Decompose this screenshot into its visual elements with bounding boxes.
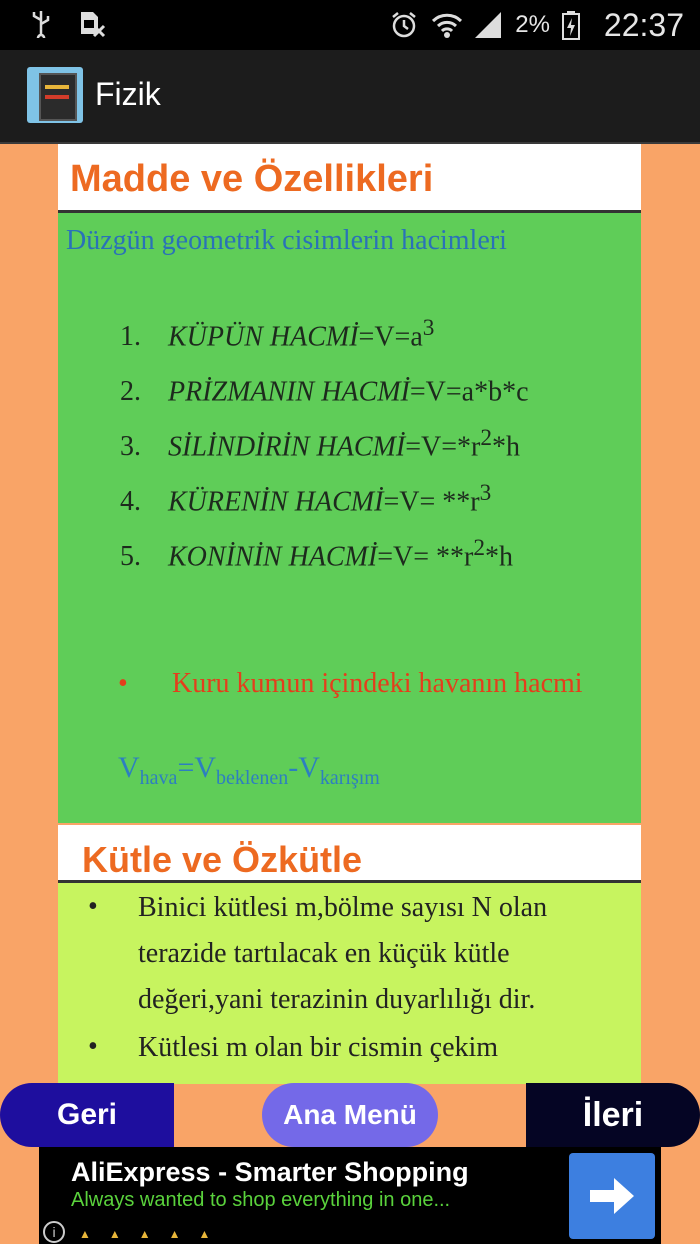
book-icon [39,73,77,121]
app-logo-icon[interactable] [27,67,83,123]
bullet-text: Binici kütlesi m,bölme sayısı N olan terazide tartılacak en küçük kütle değeri,yani terazinin duyarlılığı dir. [138,892,548,1015]
bullet-text: Kütlesi m olan bir cismin çekim [138,1032,499,1063]
ad-subtitle[interactable]: Always wanted to shop everything in one... [71,1189,451,1211]
formula-list [120,301,529,576]
slide-title: Kütle ve Özkütle [82,839,363,880]
slide-header [58,144,641,213]
bullet-item: • Kuru kumun içindeki havanın hacmi [118,668,583,699]
status-bar [0,0,700,50]
next-button[interactable]: İleri [526,1083,700,1147]
slide-body [58,213,641,823]
battery-percent: 2% [515,11,550,38]
app-title: Fizik [95,76,161,112]
content-scroll-area[interactable] [58,144,641,1084]
slide-subtitle: Düzgün geometrik cisimlerin hacimleri [66,225,507,256]
wifi-icon [431,10,461,40]
battery-icon [562,10,592,40]
rating-stars-icon: ▲▲▲▲▲ [79,1227,229,1241]
ad-banner[interactable] [39,1147,661,1244]
arrow-right-icon [588,1176,636,1216]
volume-equation: $V_{hava}=V_{beklenen}-V_{karışım}$ [118,751,380,789]
formula-item: 2. PRİZMANIN HACMİ=V=a*b*c [120,376,529,408]
formula-item: 4. KÜRENİN HACMİ=V= $**r^3$ [120,480,492,518]
ad-title[interactable]: AliExpress - Smarter Shopping [71,1157,469,1187]
slide-title: Madde ve Özellikleri [70,158,434,200]
slide-header [58,825,641,883]
signal-icon [473,10,503,40]
bullet-dot-icon: • [88,891,98,922]
sim-off-icon [76,8,106,38]
bullet-dot-icon: • [118,668,128,699]
info-icon[interactable]: i [43,1221,65,1243]
slide-body [58,883,641,1084]
formula-item: 1. KÜPÜN $HACMİ=V=a^3$ [120,315,435,353]
formula-item: 3. SİLİNDİRİN $HACMİ=V=*r^2*h$ [120,425,521,463]
main-menu-button[interactable]: Ana Menü [262,1083,438,1147]
app-bar [0,50,700,144]
bullet-dot-icon: • [88,1031,98,1062]
formula-item: 5. KONİNİN HACMİ=V= $**r^2*h$ [120,535,514,573]
usb-icon [26,8,56,38]
nav-bar [0,1083,700,1147]
clock: 22:37 [603,6,684,43]
alarm-icon [389,10,419,40]
ad-open-button[interactable] [569,1153,655,1239]
back-button[interactable]: Geri [0,1083,174,1147]
